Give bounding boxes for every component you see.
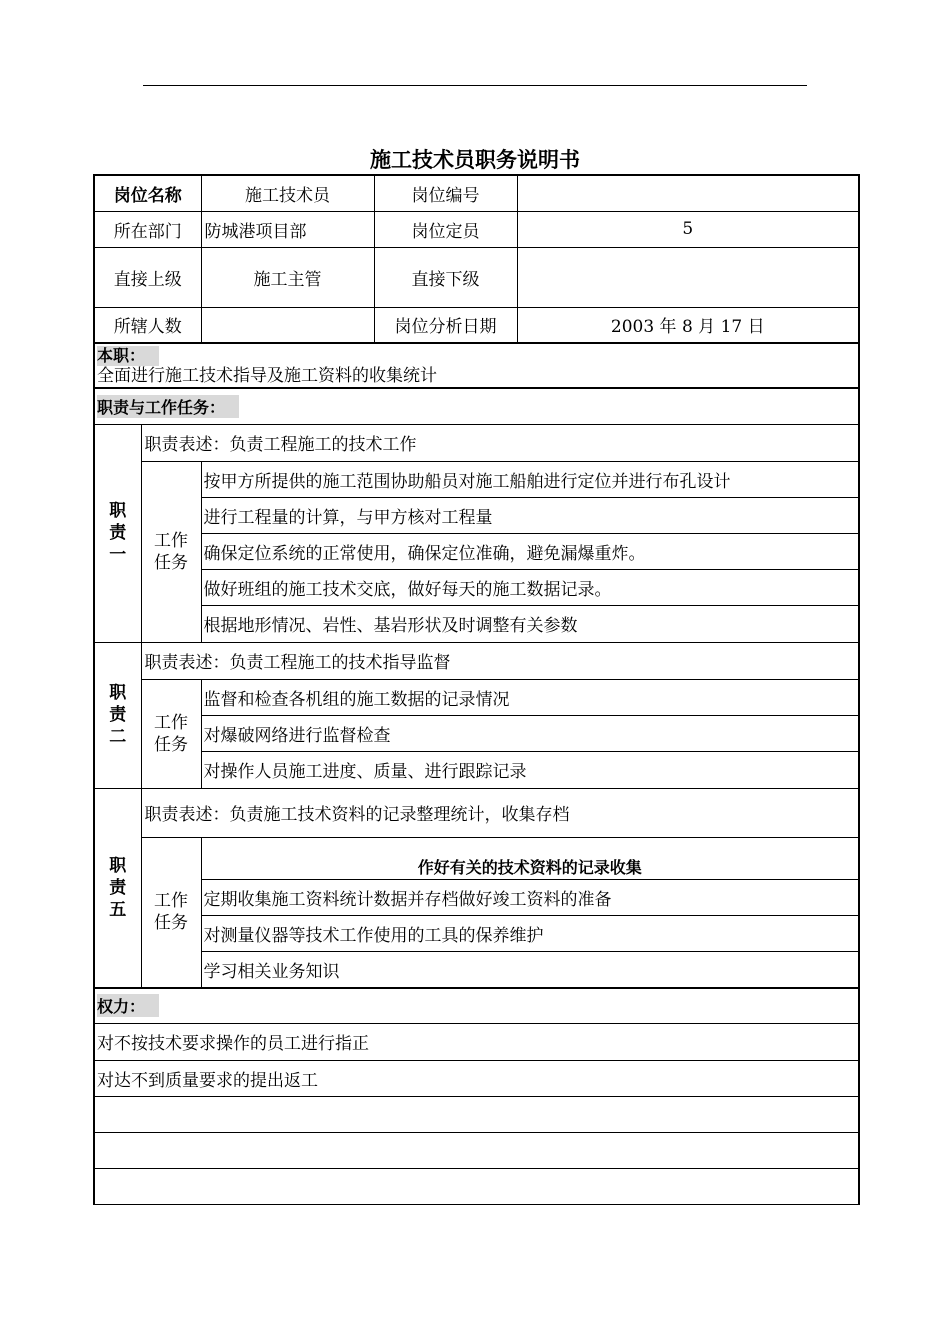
authority-item-1: 对不按技术要求操作的员工进行指正 — [94, 1023, 859, 1060]
authority-row — [94, 1132, 859, 1168]
duty-1-task-5: 根据地形情况、岩性、基岩形状及时调整有关参数 — [201, 605, 859, 642]
authority-row — [94, 1168, 859, 1204]
subordinate-value — [517, 247, 859, 307]
duty-5-task-2: 定期收集施工资料统计数据并存档做好竣工资料的准备 — [201, 879, 859, 915]
task-row — [94, 915, 859, 951]
row-department — [94, 211, 859, 247]
position-name-label: 岗位名称 — [94, 175, 201, 211]
headcount-value: 5 — [517, 211, 859, 247]
row-managed-count — [94, 307, 859, 343]
duty-5-name: 职 责 五 — [94, 788, 141, 988]
analysis-date-label: 岗位分析日期 — [374, 307, 517, 343]
duty-5-description-row — [94, 788, 859, 837]
duty-1-task-label: 工作 任务 — [141, 461, 201, 642]
authority-item-3 — [94, 1096, 859, 1132]
duty-1-name: 职 责 一 — [94, 424, 141, 642]
department-label: 所在部门 — [94, 211, 201, 247]
authority-item-5 — [94, 1168, 859, 1204]
row-position-name — [94, 175, 859, 211]
duty-2-name: 职 责 二 — [94, 642, 141, 788]
duty-2-task-label: 工作 任务 — [141, 679, 201, 788]
duty-2-description: 职责表述：负责工程施工的技术指导监督 — [141, 642, 859, 679]
authority-row — [94, 1096, 859, 1132]
duty-2-task-2: 对爆破网络进行监督检查 — [201, 715, 859, 751]
headcount-label: 岗位定员 — [374, 211, 517, 247]
position-name-value: 施工技术员 — [201, 175, 374, 211]
duty-5-task-1: 作好有关的技术资料的记录收集 — [201, 837, 859, 879]
duty-2-description-row — [94, 642, 859, 679]
duty-5-task-label: 工作 任务 — [141, 837, 201, 988]
task-row — [94, 533, 859, 569]
duty-2-task-1: 监督和检查各机组的施工数据的记录情况 — [201, 679, 859, 715]
task-row — [94, 837, 859, 879]
task-row — [94, 879, 859, 915]
duty-1-description-row — [94, 424, 859, 461]
row-duties-label — [94, 388, 859, 424]
authority-row — [94, 1060, 859, 1096]
task-row — [94, 751, 859, 788]
summary-label: 本职： — [97, 346, 159, 366]
authority-label: 权力： — [97, 994, 159, 1017]
task-row — [94, 951, 859, 988]
analysis-date-value: 2003 年 8 月 17 日 — [517, 307, 859, 343]
duty-1-description: 职责表述：负责工程施工的技术工作 — [141, 424, 859, 461]
task-row — [94, 715, 859, 751]
task-row — [94, 605, 859, 642]
superior-value: 施工主管 — [201, 247, 374, 307]
row-superior — [94, 247, 859, 307]
task-row — [94, 497, 859, 533]
authority-row — [94, 1023, 859, 1060]
job-description-table — [93, 174, 860, 1205]
managed-count-value — [201, 307, 374, 343]
duty-1-task-4: 做好班组的施工技术交底，做好每天的施工数据记录。 — [201, 569, 859, 605]
document-title: 施工技术员职务说明书 — [370, 148, 580, 172]
subordinate-label: 直接下级 — [374, 247, 517, 307]
superior-label: 直接上级 — [94, 247, 201, 307]
task-row — [94, 461, 859, 497]
duty-2-task-3: 对操作人员施工进度、质量、进行跟踪记录 — [201, 751, 859, 788]
duty-5-description: 职责表述：负责施工技术资料的记录整理统计，收集存档 — [141, 788, 859, 837]
duty-5-task-4: 学习相关业务知识 — [201, 951, 859, 988]
managed-count-label: 所辖人数 — [94, 307, 201, 343]
summary-text: 全面进行施工技术指导及施工资料的收集统计 — [97, 365, 437, 386]
task-row — [94, 679, 859, 715]
duty-1-task-2: 进行工程量的计算，与甲方核对工程量 — [201, 497, 859, 533]
position-code-label: 岗位编号 — [374, 175, 517, 211]
duty-1-task-1: 按甲方所提供的施工范围协助船员对施工船舶进行定位并进行布孔设计 — [201, 461, 859, 497]
department-value: 防城港项目部 — [201, 211, 374, 247]
row-authority-label — [94, 988, 859, 1023]
duty-1-task-3: 确保定位系统的正常使用，确保定位准确，避免漏爆重炸。 — [201, 533, 859, 569]
position-code-value — [517, 175, 859, 211]
authority-item-4 — [94, 1132, 859, 1168]
authority-item-2: 对达不到质量要求的提出返工 — [94, 1060, 859, 1096]
task-row — [94, 569, 859, 605]
duty-5-task-3: 对测量仪器等技术工作使用的工具的保养维护 — [201, 915, 859, 951]
row-summary — [94, 343, 859, 388]
header-rule — [143, 85, 807, 86]
duties-label: 职责与工作任务： — [97, 395, 239, 418]
